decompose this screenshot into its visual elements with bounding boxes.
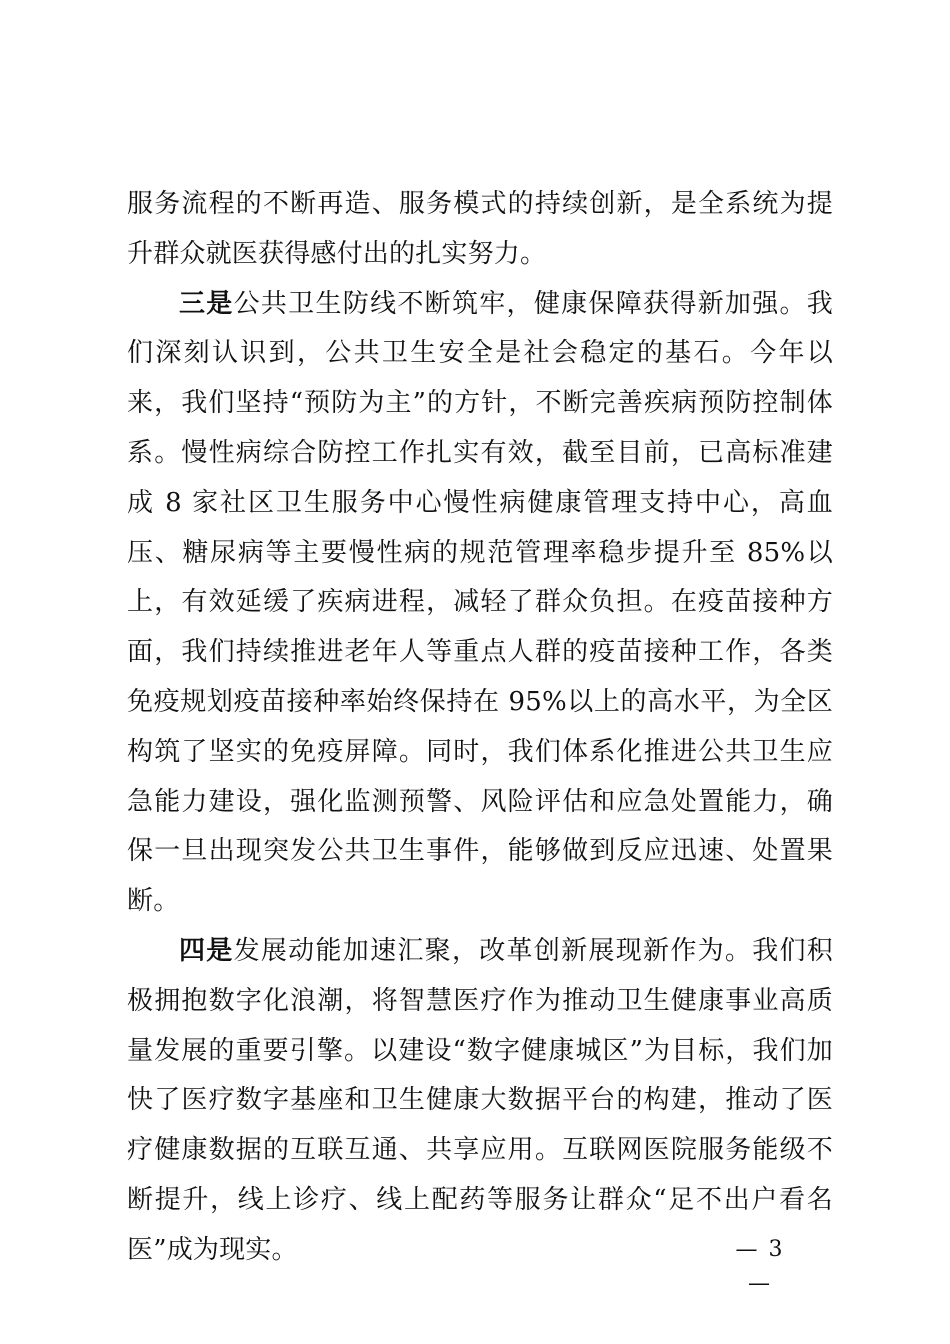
paragraph-2-lead: 三是 xyxy=(179,288,234,319)
body-text xyxy=(127,180,833,1276)
page-number: — 3 — xyxy=(735,1237,785,1296)
paragraph-3-lead: 四是 xyxy=(179,935,234,966)
paragraph-1 xyxy=(127,180,833,280)
paragraph-2-text: 公共卫生防线不断筑牢，健康保障获得新加强。我们深刻认识到，公共卫生安全是社会稳定的基石。今年以来，我们坚持“预防为主”的方针，不断完善疾病预防控制体系。慢性病综合防控工作扎实有效，截至目前，已高标准建成 8 家社区卫生服务中心慢性病健康管理支持中心，高血压、糖尿病等主要慢性病的规范管理率稳步提升至 85%以上，有效延缓了疾病进程，减轻了群众负担。在疫苗接种方面，我们持续推进老年人等重点人群的疫苗接种工作，各类免疫规划疫苗接种率始终保持在 95%以上的高水平，为全区构筑了坚实的免疫屏障。同时，我们体系化推进公共卫生应急能力建设，强化监测预警、风险评估和应急处置能力，确保一旦出现突发公共卫生事件，能够做到反应迅速、处置果断。 xyxy=(127,288,833,917)
paragraph-2 xyxy=(127,280,833,927)
paragraph-1-text: 服务流程的不断再造、服务模式的持续创新，是全系统为提升群众就医获得感付出的扎实努力。 xyxy=(127,189,833,269)
paragraph-3 xyxy=(127,927,833,1276)
paragraph-3-text: 发展动能加速汇聚，改革创新展现新作为。我们积极拥抱数字化浪潮，将智慧医疗作为推动卫生健康事业高质量发展的重要引擎。以建设“数字健康城区”为目标，我们加快了医疗数字基座和卫生健康大数据平台的构建，推动了医疗健康数据的互联互通、共享应用。互联网医院服务能级不断提升，线上诊疗、线上配药等服务让群众“足不出户看名医”成为现实。 xyxy=(127,935,833,1265)
